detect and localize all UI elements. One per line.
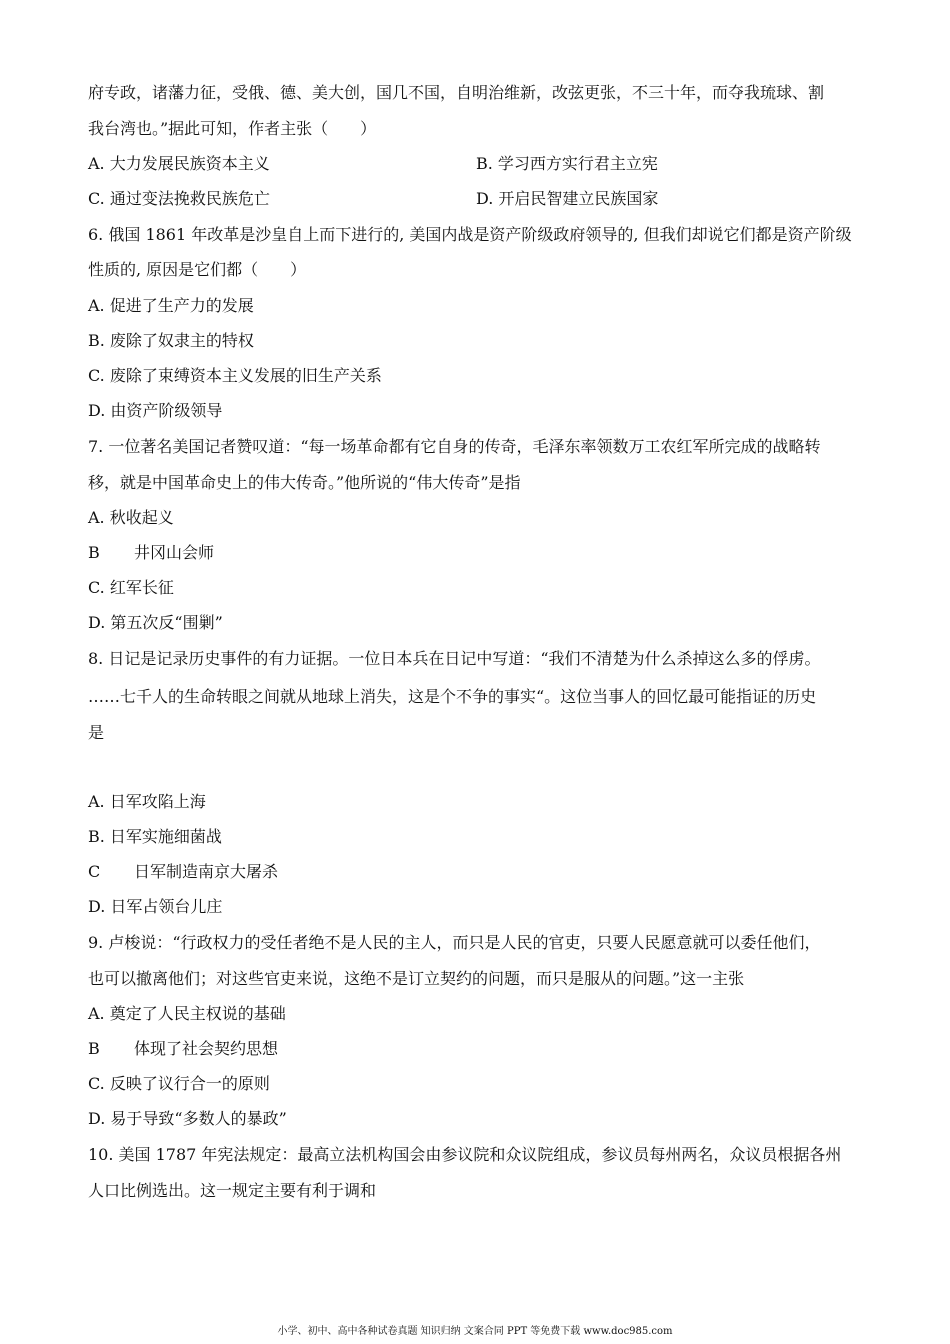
q7-option-b-letter: B — [88, 543, 100, 562]
q7-option-b — [88, 542, 214, 564]
q6-option-c: C. 废除了束缚资本主义发展的旧生产关系 — [88, 366, 382, 385]
q9-option-a: A. 奠定了人民主权说的基础 — [88, 1004, 286, 1023]
q8-text-line-2: ……七千人的生命转眼之间就从地球上消失，这是个不争的事实“。这位当事人的回忆最可能指证的历史 — [88, 687, 817, 706]
q8-option-c — [88, 861, 278, 883]
q8-option-b: B. 日军实施细菌战 — [88, 827, 222, 846]
q9-text-line-2: 也可以撤离他们；对这些官吏来说，这绝不是订立契约的问题，而只是服从的问题。”这一主张 — [88, 969, 745, 988]
q8-option-a: A. 日军攻陷上海 — [88, 792, 206, 811]
q5-text-line-2: 我台湾也。”据此可知，作者主张（ ） — [88, 119, 377, 138]
q6-option-d: D. 由资产阶级领导 — [88, 401, 223, 420]
q6-text-line-1: 6. 俄国 1861 年改革是沙皇自上而下进行的, 美国内战是资产阶级政府领导的, 但我们却说它们都是资产阶级 — [88, 225, 852, 244]
q9-option-b — [88, 1038, 278, 1060]
q9-option-c: C. 反映了议行合一的原则 — [88, 1074, 270, 1093]
q9-option-d: D. 易于导致“多数人的暴政” — [88, 1109, 287, 1128]
q7-text-line-2: 移，就是中国革命史上的伟大传奇。”他所说的“伟大传奇”是指 — [88, 473, 521, 492]
q10-text-line-2: 人口比例选出。这一规定主要有利于调和 — [88, 1181, 377, 1200]
q7-option-d: D. 第五次反“围剿” — [88, 613, 223, 632]
q5-option-c: C. 通过变法挽救民族危亡 — [88, 189, 270, 208]
q8-text-line-3: 是 — [88, 723, 105, 742]
q10-text-line-1: 10. 美国 1787 年宪法规定：最高立法机构国会由参议院和众议院组成，参议员每州两名，众议员根据各州 — [88, 1145, 842, 1164]
q7-option-b-text: 井冈山会师 — [134, 543, 215, 562]
q7-text-line-1: 7. 一位著名美国记者赞叹道：“每一场革命都有它自身的传奇，毛泽东率领数万工农红军所完成的战略转 — [88, 437, 821, 456]
q9-text-line-1: 9. 卢梭说：“行政权力的受任者绝不是人民的主人，而只是人民的官吏，只要人民愿意就可以委任他们， — [88, 933, 821, 952]
q9-option-b-text: 体现了社会契约思想 — [134, 1039, 279, 1058]
q5-text-line-1: 府专政，诸藩力征，受俄、德、美大创，国几不国，自明治维新，改弦更张，不三十年，而夺我琉球、割 — [88, 83, 825, 102]
page-footer: 小学、初中、高中各种试卷真题 知识归纳 文案合同 PPT 等免费下载 www.doc985.com — [277, 1326, 673, 1337]
q8-option-d: D. 日军占领台儿庄 — [88, 897, 223, 916]
q6-text-line-2: 性质的, 原因是它们都（ ） — [88, 260, 307, 279]
q5-option-a: A. 大力发展民族资本主义 — [88, 154, 270, 173]
q8-option-c-letter: C — [88, 862, 101, 881]
q9-option-b-letter: B — [88, 1039, 100, 1058]
q6-option-a: A. 促进了生产力的发展 — [88, 296, 254, 315]
q7-option-c: C. 红军长征 — [88, 578, 174, 597]
q7-option-a: A. 秋收起义 — [88, 508, 174, 527]
q8-option-c-text: 日军制造南京大屠杀 — [134, 862, 279, 881]
q5-option-b: B. 学习西方实行君主立宪 — [476, 154, 658, 173]
q5-option-d: D. 开启民智建立民族国家 — [476, 189, 659, 208]
q8-text-line-1: 8. 日记是记录历史事件的有力证据。一位日本兵在日记中写道：“我们不清楚为什么杀掉这么多的俘虏。 — [88, 649, 821, 668]
q6-option-b: B. 废除了奴隶主的特权 — [88, 331, 254, 350]
